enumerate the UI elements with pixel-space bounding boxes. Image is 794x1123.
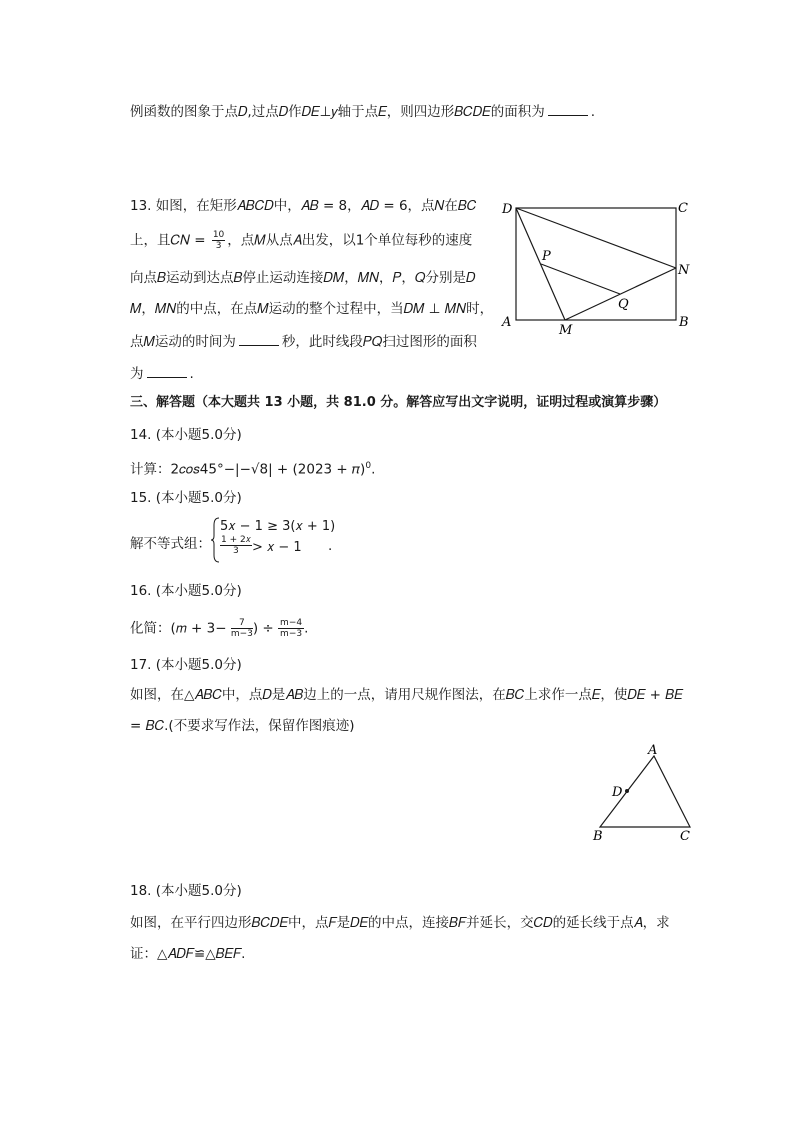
q16-prefix: 化简：(𝑚 + 3− xyxy=(130,620,227,637)
label-m: M xyxy=(559,323,573,336)
q16-body xyxy=(130,618,308,639)
answer-blank xyxy=(548,103,588,116)
q15-header: 15. (本小题5.0分) xyxy=(130,490,242,506)
q17-line1: 如图，在△𝐴𝐵𝐶中，点𝐷是𝐴𝐵边上的一点，请用尺规作图法，在𝐵𝐶上求作一点𝐸，使𝐷𝐸 + 𝐵𝐸 xyxy=(130,687,683,703)
segment-mn xyxy=(565,268,676,320)
q13-line1: 13. 如图，在矩形𝐴𝐵𝐶𝐷中，𝐴𝐵 = 8，𝐴𝐷 = 6，点𝑁在𝐵𝐶 xyxy=(130,198,477,214)
q15-end: . xyxy=(328,538,333,554)
q16-frac2-num: m−4 xyxy=(280,618,303,628)
label-c: C xyxy=(680,829,690,844)
q13-line3: 向点𝐵运动到达点𝐵停止运动连接𝐷𝑀，𝑀𝑁，𝑃，𝑄分别是𝐷 xyxy=(130,270,476,286)
q13-line6b: . xyxy=(189,366,194,382)
q17-line2: = 𝐵𝐶.(不要求写作法，保留作图痕迹) xyxy=(130,718,355,734)
label-b: B xyxy=(679,315,689,330)
q18-header: 18. (本小题5.0分) xyxy=(130,883,242,899)
ineq2-fraction xyxy=(220,535,252,556)
q13-line4: 𝑀，𝑀𝑁的中点，在点𝑀运动的整个过程中，当𝐷𝑀 ⊥ 𝑀𝑁时， xyxy=(130,301,494,317)
q18-line1: 如图，在平行四边形𝐵𝐶𝐷𝐸中，点𝐹是𝐷𝐸的中点，连接𝐵𝐹并延长，交𝐶𝐷的延长线于点𝐴，求 xyxy=(130,915,670,931)
q13-line5 xyxy=(130,332,477,352)
q12-text xyxy=(130,102,595,122)
q12-statement: 例函数的图象于点𝐷,过点𝐷作𝐷𝐸⊥𝑦轴于点𝐸，则四边形𝐵𝐶𝐷𝐸的面积为 xyxy=(130,104,545,120)
label-a: A xyxy=(502,315,512,330)
q14-header: 14. (本小题5.0分) xyxy=(130,427,242,443)
label-q: Q xyxy=(618,297,629,312)
segment-dm xyxy=(516,208,565,320)
ineq2-frac-num: 1 + 2𝑥 xyxy=(221,535,251,545)
label-d: D xyxy=(502,202,513,217)
section-heading: 三、解答题（本大题共 13 小题，共 81.0 分。解答应写出文字说明，证明过程或演算步骤） xyxy=(130,395,667,410)
q14-expression: 计算：2𝑐𝑜𝑠45°−|−√8| + (2023 + 𝜋) xyxy=(130,461,366,478)
q16-frac1-den: m−3 xyxy=(230,629,253,639)
q17-header: 17. (本小题5.0分) xyxy=(130,657,242,673)
cn-fraction xyxy=(212,230,225,251)
q13-line6 xyxy=(130,364,194,384)
q16-header: 16. (本小题5.0分) xyxy=(130,583,242,599)
label-d: D xyxy=(612,785,623,800)
q16-frac1 xyxy=(231,618,253,639)
q13-line5b: 秒，此时线段𝑃𝑄扫过图形的面积 xyxy=(281,334,477,350)
ineq2-frac-den: 3 xyxy=(233,546,239,556)
rectangle-figure xyxy=(498,196,698,336)
label-b: B xyxy=(593,829,603,844)
cn-frac-num: 10 xyxy=(212,230,225,240)
label-n: N xyxy=(678,263,690,278)
q12-end: . xyxy=(590,104,596,120)
q14-end: . xyxy=(371,461,376,478)
q16-frac2 xyxy=(278,618,304,639)
q16-mid: ) ÷ xyxy=(252,620,274,637)
ineq1: 5𝑥 − 1 ≥ 3(𝑥 + 1) xyxy=(220,519,336,534)
answer-blank xyxy=(147,365,187,378)
ineq2-rest: > 𝑥 − 1 xyxy=(252,540,302,555)
q16-end: . xyxy=(304,620,309,637)
q18-line2: 证：△𝐴𝐷𝐹≌△𝐵𝐸𝐹. xyxy=(130,946,246,962)
q14-exponent: 0 xyxy=(365,461,372,471)
q14-body xyxy=(130,456,375,480)
answer-blank xyxy=(239,333,279,346)
triangle-figure xyxy=(588,740,698,848)
q16-frac2-den: m−3 xyxy=(280,629,303,639)
segment-pq xyxy=(541,264,620,294)
point-d xyxy=(625,789,629,793)
label-c: C xyxy=(678,201,688,216)
q13-line2b: ，点𝑀从点𝐴出发，以1个单位每秒的速度 xyxy=(227,232,473,249)
segment-dn xyxy=(516,208,676,268)
cn-frac-den: 3 xyxy=(215,241,222,251)
q15-prefix: 解不等式组： xyxy=(130,536,211,552)
q13-line6a: 为 xyxy=(130,366,144,382)
label-p: P xyxy=(542,249,551,264)
q13-line5a: 点𝑀运动的时间为 xyxy=(130,334,236,350)
q16-frac1-num: 7 xyxy=(231,618,253,629)
label-a: A xyxy=(648,743,658,758)
q13-line2 xyxy=(130,230,472,251)
q13-line2a: 上，且𝐶𝑁 = xyxy=(130,232,206,249)
